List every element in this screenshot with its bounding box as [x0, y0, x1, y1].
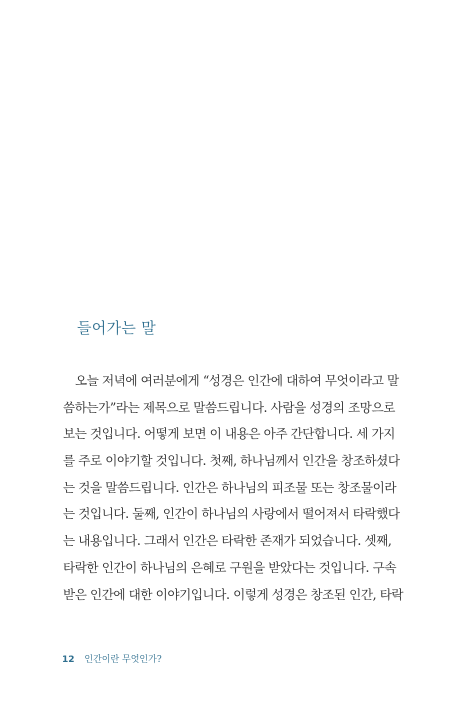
- page-number: 12: [62, 655, 75, 665]
- body-line: 타락한 인간이 하나님의 은혜로 구원을 받았다는 것입니다. 구속: [63, 559, 397, 575]
- body-line: 받은 인간에 대한 이야기입니다. 이렇게 성경은 창조된 인간, 타락: [63, 586, 404, 602]
- section-heading: 들어가는 말: [77, 319, 157, 337]
- body-line: 오늘 저녁에 여러분에게 “성경은 인간에 대하여 무엇이라고 말: [75, 373, 399, 388]
- body-line: 는 내용입니다. 그래서 인간은 타락한 존재가 되었습니다. 셋째,: [63, 533, 392, 549]
- body-line: 보는 것입니다. 어떻게 보면 이 내용은 아주 간단합니다. 세 가지: [63, 426, 395, 442]
- body-paragraph: [63, 368, 404, 608]
- body-line: 씀하는가”라는 제목으로 말씀드립니다. 사람을 성경의 조망으로: [63, 399, 395, 415]
- body-line: 는 것입니다. 둘째, 인간이 하나님의 사랑에서 떨어져서 타락했다: [63, 506, 400, 522]
- body-line: 를 주로 이야기할 것입니다. 첫째, 하나님께서 인간을 창조하셨다: [63, 453, 400, 469]
- running-title: 인간이란 무엇인가?: [84, 655, 162, 665]
- body-line: 는 것을 말씀드립니다. 인간은 하나님의 피조물 또는 창조물이라: [63, 479, 397, 495]
- page-footer: [62, 652, 162, 665]
